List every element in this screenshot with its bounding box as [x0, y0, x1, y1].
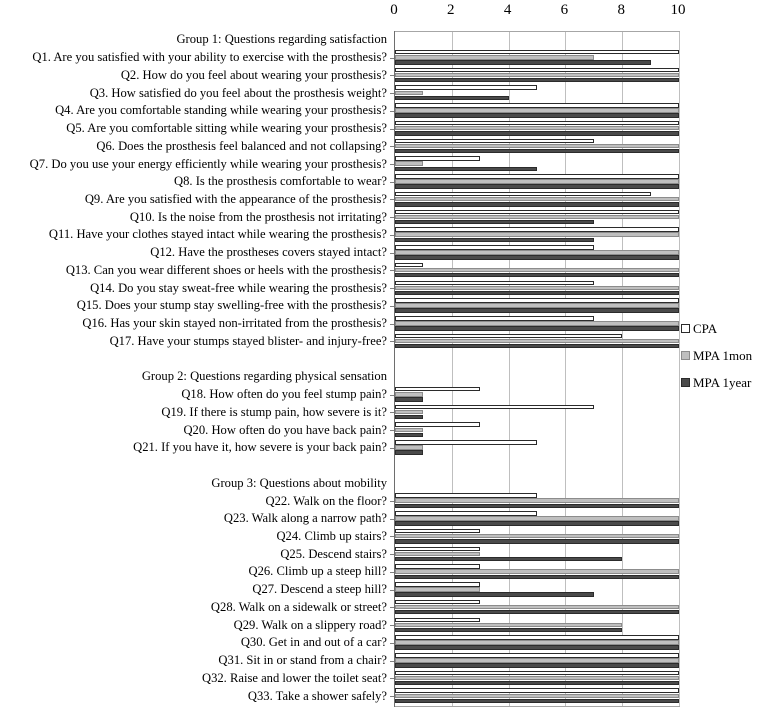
y-axis-tickmark: [390, 253, 394, 254]
bar-mpa-1year: [395, 326, 679, 330]
question-row: [0, 599, 759, 617]
bar-mpa-1mon: [395, 605, 679, 609]
bar-group: [395, 581, 679, 599]
bar-mpa-1mon: [395, 303, 679, 307]
question-label: Q8. Is the prosthesis comfortable to wear?: [174, 174, 387, 189]
y-axis-tickmark: [390, 501, 394, 502]
legend-swatch-icon-mpa-1mon: [681, 351, 690, 360]
y-axis-tickmark: [390, 572, 394, 573]
bar-mpa-1year: [395, 149, 679, 153]
group-heading-row: [0, 31, 759, 49]
question-row: [0, 616, 759, 634]
question-label: Q2. How do you feel about wearing your prosthesis?: [120, 67, 387, 82]
bar-mpa-1mon: [395, 623, 622, 627]
bar-group: [395, 155, 679, 173]
question-label: Q29. Walk on a slippery road?: [233, 617, 387, 632]
bar-mpa-1mon: [395, 445, 423, 449]
bar-mpa-1mon: [395, 91, 423, 95]
question-label: Q5. Are you comfortable sitting while wearing your prosthesis?: [66, 121, 387, 136]
bar-mpa-1mon: [395, 215, 679, 219]
bar-mpa-1mon: [395, 658, 679, 662]
bar-group: [395, 173, 679, 191]
bar-cpa: [395, 511, 537, 515]
bar-mpa-1year: [395, 202, 679, 206]
bar-mpa-1mon: [395, 321, 679, 325]
bar-cpa: [395, 121, 679, 125]
bar-cpa: [395, 618, 480, 622]
question-label: Q33. Take a shower safely?: [247, 688, 387, 703]
bar-mpa-1year: [395, 60, 651, 64]
question-row: [0, 244, 759, 262]
bar-cpa: [395, 227, 679, 231]
bar-mpa-1mon: [395, 587, 480, 591]
x-tick-label-6: 6: [560, 2, 569, 18]
bar-mpa-1year: [395, 592, 594, 596]
bar-mpa-1mon: [395, 339, 679, 343]
bar-mpa-1year: [395, 450, 423, 454]
y-axis-tickmark: [390, 448, 394, 449]
question-label: Q23. Walk along a narrow path?: [223, 511, 387, 526]
bar-mpa-1mon: [395, 197, 679, 201]
question-label: Q28. Walk on a sidewalk or street?: [210, 599, 387, 614]
question-row: [0, 191, 759, 209]
question-label: Q7. Do you use your energy efficiently while wearing your prosthesis?: [29, 156, 387, 171]
y-axis-tickmark: [390, 341, 394, 342]
question-label: Q13. Can you wear different shoes or heels with the prosthesis?: [65, 262, 387, 277]
bar-mpa-1mon: [395, 392, 423, 396]
question-label: Q18. How often do you feel stump pain?: [181, 387, 387, 402]
bar-cpa: [395, 210, 679, 214]
question-label: Q26. Climb up a steep hill?: [248, 564, 387, 579]
question-label: Q20. How often do you have back pain?: [183, 422, 387, 437]
bar-mpa-1mon: [395, 552, 480, 556]
bar-mpa-1year: [395, 504, 679, 508]
question-label: Q12. Have the prostheses covers stayed intact?: [150, 245, 387, 260]
question-label: Q22. Walk on the floor?: [265, 493, 387, 508]
bar-cpa: [395, 50, 679, 54]
bar-group: [395, 510, 679, 528]
bar-mpa-1year: [395, 663, 679, 667]
bar-mpa-1mon: [395, 640, 679, 644]
bar-mpa-1year: [395, 575, 679, 579]
bar-mpa-1year: [395, 610, 679, 614]
question-label: Q9. Are you satisfied with the appearance of the prosthesis?: [84, 191, 387, 206]
question-row: [0, 386, 759, 404]
question-row: [0, 528, 759, 546]
bar-mpa-1year: [395, 238, 594, 242]
bar-cpa: [395, 547, 480, 551]
x-axis-tick-labels: [0, 0, 759, 30]
question-row: [0, 262, 759, 280]
bar-mpa-1year: [395, 96, 509, 100]
bar-cpa: [395, 68, 679, 72]
y-axis-tickmark: [390, 607, 394, 608]
y-axis-tickmark: [390, 111, 394, 112]
legend-item-mpa-1mon[interactable]: [681, 349, 752, 362]
bar-group: [395, 528, 679, 546]
x-tick-label-8: 8: [617, 2, 625, 18]
question-row: [0, 687, 759, 705]
question-row: [0, 670, 759, 688]
y-axis-tickmark: [390, 554, 394, 555]
y-axis-tickmark: [390, 235, 394, 236]
bar-cpa: [395, 263, 423, 267]
bar-mpa-1year: [395, 255, 679, 259]
bar-cpa: [395, 600, 480, 604]
question-row: [0, 315, 759, 336]
bar-group: [395, 403, 679, 421]
bar-mpa-1year: [395, 397, 423, 401]
question-row: [0, 510, 759, 528]
bar-mpa-1year: [395, 131, 679, 135]
bar-mpa-1year: [395, 113, 679, 117]
bar-cpa: [395, 422, 480, 426]
legend-item-cpa[interactable]: [681, 322, 717, 335]
bar-group: [395, 297, 679, 315]
bar-mpa-1year: [395, 291, 679, 295]
bar-mpa-1year: [395, 539, 679, 543]
bar-mpa-1mon: [395, 286, 679, 290]
y-axis-tickmark: [390, 270, 394, 271]
x-tick-label-0: 0: [390, 2, 398, 18]
bar-mpa-1year: [395, 415, 423, 419]
bar-cpa: [395, 653, 679, 657]
bar-group: [395, 492, 679, 510]
question-row: [0, 208, 759, 226]
bar-group: [395, 191, 679, 209]
question-row: [0, 102, 759, 120]
bar-cpa: [395, 405, 594, 409]
bar-group: [395, 421, 679, 439]
bar-group: [395, 137, 679, 155]
question-row: [0, 563, 759, 581]
y-axis-tickmark: [390, 58, 394, 59]
x-tick-label-10: 10: [670, 2, 686, 18]
bar-cpa: [395, 103, 679, 107]
y-axis-tickmark: [390, 93, 394, 94]
y-axis-tickmark: [390, 217, 394, 218]
x-tick-label-4: 4: [503, 2, 512, 18]
bar-mpa-1year: [395, 220, 594, 224]
bar-cpa: [395, 493, 537, 497]
bar-group: [395, 616, 679, 634]
spacer-row: [0, 457, 759, 475]
y-axis-tickmark: [390, 696, 394, 697]
group-heading-row: [0, 368, 759, 386]
question-label: Q16. Has your skin stayed non-irritated from the prosthesis?: [82, 316, 387, 331]
bar-mpa-1year: [395, 645, 679, 649]
question-label: Q10. Is the noise from the prosthesis not irritating?: [129, 209, 387, 224]
bar-mpa-1year: [395, 628, 622, 632]
question-label: Q25. Descend stairs?: [280, 546, 387, 561]
question-row: [0, 545, 759, 563]
bar-mpa-1mon: [395, 676, 679, 680]
question-row: [0, 581, 759, 599]
bar-group: [395, 333, 679, 351]
question-row: [0, 155, 759, 173]
question-row: [0, 137, 759, 155]
bar-cpa: [395, 440, 537, 444]
bar-group: [395, 102, 679, 120]
bar-group: [395, 439, 679, 457]
bar-mpa-1mon: [395, 108, 679, 112]
question-row: [0, 173, 759, 191]
bar-group: [395, 563, 679, 581]
bar-group: [395, 386, 679, 404]
y-axis-tickmark: [390, 395, 394, 396]
bar-cpa: [395, 281, 594, 285]
bar-mpa-1mon: [395, 428, 423, 432]
question-row: [0, 279, 759, 297]
x-tick-label-2: 2: [447, 2, 455, 18]
question-label: Q32. Raise and lower the toilet seat?: [201, 670, 387, 685]
bar-cpa: [395, 582, 480, 586]
bar-group: [395, 84, 679, 102]
bar-mpa-1mon: [395, 569, 679, 573]
bar-group: [395, 315, 679, 333]
y-axis-tickmark: [390, 75, 394, 76]
question-label: Q24. Climb up stairs?: [276, 528, 387, 543]
bar-mpa-1mon: [395, 268, 679, 272]
bar-cpa: [395, 334, 622, 338]
question-row: [0, 652, 759, 670]
bar-group: [395, 226, 679, 244]
bar-mpa-1mon: [395, 410, 423, 414]
bar-group: [395, 670, 679, 688]
bar-group: [395, 244, 679, 262]
bar-mpa-1mon: [395, 534, 679, 538]
bar-cpa: [395, 316, 594, 320]
question-label: Q17. Have your stumps stayed blister- and injury-free?: [109, 333, 387, 348]
bar-group: [395, 49, 679, 67]
question-label: Q30. Get in and out of a car?: [240, 635, 387, 650]
question-label: Q11. Have your clothes stayed intact while wearing the prosthesis?: [48, 227, 387, 242]
legend-label: MPA 1mon: [693, 348, 753, 363]
bar-mpa-1year: [395, 699, 679, 703]
bar-cpa: [395, 245, 594, 249]
bar-cpa: [395, 688, 679, 692]
question-label: Q14. Do you stay sweat-free while wearing the prosthesis?: [90, 280, 387, 295]
group-label: Group 2: Questions regarding physical sensation: [141, 369, 387, 384]
bar-cpa: [395, 85, 537, 89]
bar-mpa-1year: [395, 344, 679, 348]
legend-label: CPA: [693, 321, 718, 336]
y-axis-tickmark: [390, 643, 394, 644]
y-axis-tickmark: [390, 164, 394, 165]
bar-mpa-1mon: [395, 144, 679, 148]
bar-cpa: [395, 139, 594, 143]
y-axis-tickmark: [390, 182, 394, 183]
question-row: [0, 634, 759, 652]
bar-mpa-1mon: [395, 498, 679, 502]
y-axis-tickmark: [390, 199, 394, 200]
bar-cpa: [395, 174, 679, 178]
bar-mpa-1mon: [395, 250, 679, 254]
question-row: [0, 49, 759, 67]
bar-group: [395, 545, 679, 563]
group-heading-row: [0, 474, 759, 492]
question-label: Q6. Does the prosthesis feel balanced and not collapsing?: [96, 138, 387, 153]
bar-group: [395, 279, 679, 297]
bar-mpa-1year: [395, 521, 679, 525]
bar-mpa-1year: [395, 184, 679, 188]
bar-mpa-1mon: [395, 55, 594, 59]
question-row: [0, 120, 759, 138]
question-row: [0, 66, 759, 84]
y-axis-tickmark: [390, 678, 394, 679]
y-axis-tickmark: [390, 412, 394, 413]
bar-mpa-1mon: [395, 232, 679, 236]
question-label: Q3. How satisfied do you feel about the prosthesis weight?: [89, 85, 387, 100]
bar-cpa: [395, 156, 480, 160]
bar-mpa-1mon: [395, 694, 679, 698]
question-label: Q31. Sit in or stand from a chair?: [218, 653, 387, 668]
question-label: Q21. If you have it, how severe is your back pain?: [133, 440, 387, 455]
bar-mpa-1mon: [395, 516, 679, 520]
y-axis-tickmark: [390, 590, 394, 591]
bar-cpa: [395, 298, 679, 302]
question-row: [0, 439, 759, 457]
legend-swatch-icon-mpa-1year: [681, 378, 690, 387]
y-axis-tickmark: [390, 324, 394, 325]
bar-mpa-1mon: [395, 126, 679, 130]
bar-mpa-1year: [395, 167, 537, 171]
question-label: Q15. Does your stump stay swelling-free with the prosthesis?: [76, 298, 387, 313]
bar-group: [395, 634, 679, 652]
bar-group: [395, 208, 679, 226]
bar-mpa-1year: [395, 557, 622, 561]
question-row: [0, 403, 759, 421]
legend-item-mpa-1year[interactable]: [681, 376, 751, 389]
bar-group: [395, 120, 679, 138]
y-axis-tickmark: [390, 288, 394, 289]
question-row: [0, 333, 759, 351]
legend-swatch-icon-cpa: [681, 324, 690, 333]
question-row: [0, 226, 759, 244]
bar-cpa: [395, 564, 480, 568]
y-axis-tickmark: [390, 129, 394, 130]
y-axis-tickmark: [390, 146, 394, 147]
bar-group: [395, 262, 679, 280]
y-axis-tickmark: [390, 536, 394, 537]
bar-cpa: [395, 635, 679, 639]
y-axis-tickmark: [390, 519, 394, 520]
bar-mpa-1year: [395, 273, 679, 277]
bar-cpa: [395, 671, 679, 675]
bar-group: [395, 652, 679, 670]
bar-mpa-1year: [395, 308, 679, 312]
y-axis-tickmark: [390, 661, 394, 662]
bar-cpa: [395, 387, 480, 391]
question-row: [0, 84, 759, 102]
question-label: Q19. If there is stump pain, how severe is it?: [161, 404, 387, 419]
bar-mpa-1year: [395, 681, 679, 685]
y-axis-tickmark: [390, 430, 394, 431]
group-label: Group 1: Questions regarding satisfaction: [176, 32, 387, 47]
bar-group: [395, 687, 679, 705]
question-label: Q4. Are you comfortable standing while wearing your prosthesis?: [55, 103, 387, 118]
bar-cpa: [395, 192, 651, 196]
y-axis-tickmark: [390, 306, 394, 307]
question-label: Q27. Descend a steep hill?: [252, 582, 387, 597]
group-label: Group 3: Questions about mobility: [211, 475, 387, 490]
bar-mpa-1year: [395, 78, 679, 82]
question-row: [0, 492, 759, 510]
chart-rows: [0, 31, 759, 705]
y-axis-tickmark: [390, 625, 394, 626]
question-row: [0, 421, 759, 439]
bar-mpa-1mon: [395, 161, 423, 165]
question-row: [0, 297, 759, 315]
spacer-row: [0, 350, 759, 368]
legend-label: MPA 1year: [693, 375, 752, 390]
bar-mpa-1mon: [395, 73, 679, 77]
bar-cpa: [395, 529, 480, 533]
bar-mpa-1year: [395, 433, 423, 437]
bar-mpa-1mon: [395, 179, 679, 183]
question-label: Q1. Are you satisfied with your ability to exercise with the prosthesis?: [32, 50, 387, 65]
bar-group: [395, 599, 679, 617]
bar-group: [395, 66, 679, 84]
